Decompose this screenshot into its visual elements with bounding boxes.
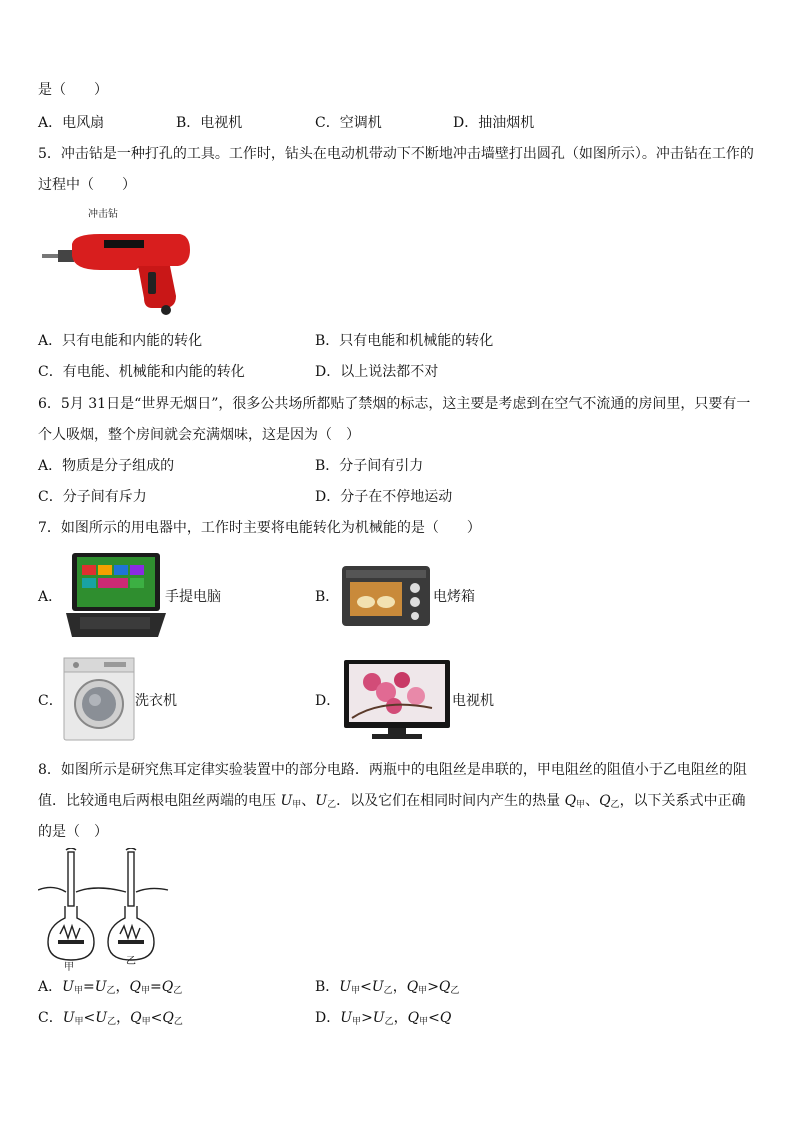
flask-label-jia: 甲	[64, 962, 74, 973]
q5-stem-line1: 5．冲击钻是一种打孔的工具。工作时，钻头在电动机带动下不断地冲击墙壁打出圆孔（如图所示）。冲击钻在工作的	[38, 146, 754, 162]
q8-option-b: B．$U_甲<U_乙$，$Q_甲>Q_乙$	[315, 979, 460, 996]
laptop-image	[62, 551, 166, 641]
q7-option-b-label: 电烤箱	[433, 589, 475, 605]
q4-option-c: C．空调机	[315, 115, 382, 131]
q5-option-d: D．以上说法都不对	[315, 364, 439, 380]
television-image	[342, 658, 452, 742]
q5-option-b: B．只有电能和机械能的转化	[315, 333, 494, 349]
q7-option-a-label: 手提电脑	[165, 589, 221, 605]
q8-stem-line1: 8．如图所示是研究焦耳定律实验装置中的部分电路．两瓶中的电阻丝是串联的，甲电阻丝的阻值小于乙电阻丝的阻	[38, 762, 747, 778]
flask-circuit-diagram	[38, 848, 170, 968]
q4-tail: 是（ ）	[38, 82, 108, 98]
q6-option-b: B．分子间有引力	[315, 458, 424, 474]
washing-machine-image	[62, 656, 136, 742]
q8-option-a: A．$U_甲=U_乙$，$Q_甲=Q_乙$	[38, 979, 183, 996]
q7-stem: 7．如图所示的用电器中，工作时主要将电能转化为机械能的是（ ）	[38, 520, 481, 536]
oven-image	[340, 562, 432, 630]
q4-option-b: B．电视机	[176, 115, 243, 131]
q8-option-d: D．$U_甲>U_乙$，$Q_甲<Q$	[315, 1010, 452, 1027]
q7-option-c-label: 洗衣机	[135, 693, 177, 709]
q6-option-a: A．物质是分子组成的	[38, 458, 175, 474]
q8-stem-line3: 的是（ ）	[38, 824, 108, 840]
q8-stem-line2: 值．比较通电后两根电阻丝两端的电压 $U_甲$、$U_乙$．以及它们在相同时间内产生的热量 $Q_甲$、$Q_乙$，以下关系式中正确	[38, 793, 746, 810]
q7-option-d-letter: D．	[315, 693, 341, 709]
impact-drill-image	[40, 226, 190, 316]
q4-option-a: A．电风扇	[38, 115, 105, 131]
q5-stem-line2: 过程中（ ）	[38, 177, 136, 193]
drill-caption: 冲击钻	[88, 209, 118, 220]
q7-option-d-label: 电视机	[452, 693, 494, 709]
q7-option-b-letter: B．	[315, 589, 340, 605]
q5-option-a: A．只有电能和内能的转化	[38, 333, 203, 349]
q7-option-c-letter: C．	[38, 693, 63, 709]
q5-option-c: C．有电能、机械能和内能的转化	[38, 364, 245, 380]
q8-option-c: C．$U_甲<U_乙$，$Q_甲<Q_乙$	[38, 1010, 183, 1027]
q6-stem-line2: 个人吸烟，整个房间就会充满烟味，这是因为（ ）	[38, 427, 360, 443]
q4-option-d: D．抽油烟机	[453, 115, 535, 131]
q7-option-a-letter: A．	[38, 589, 63, 605]
flask-label-yi: 乙	[126, 956, 136, 967]
q6-stem-line1: 6．5月 31日是“世界无烟日”，很多公共场所都贴了禁烟的标志，这主要是考虑到在空气不流通的房间里，只要有一	[38, 396, 751, 412]
q6-option-c: C．分子间有斥力	[38, 489, 147, 505]
q6-option-d: D．分子在不停地运动	[315, 489, 453, 505]
